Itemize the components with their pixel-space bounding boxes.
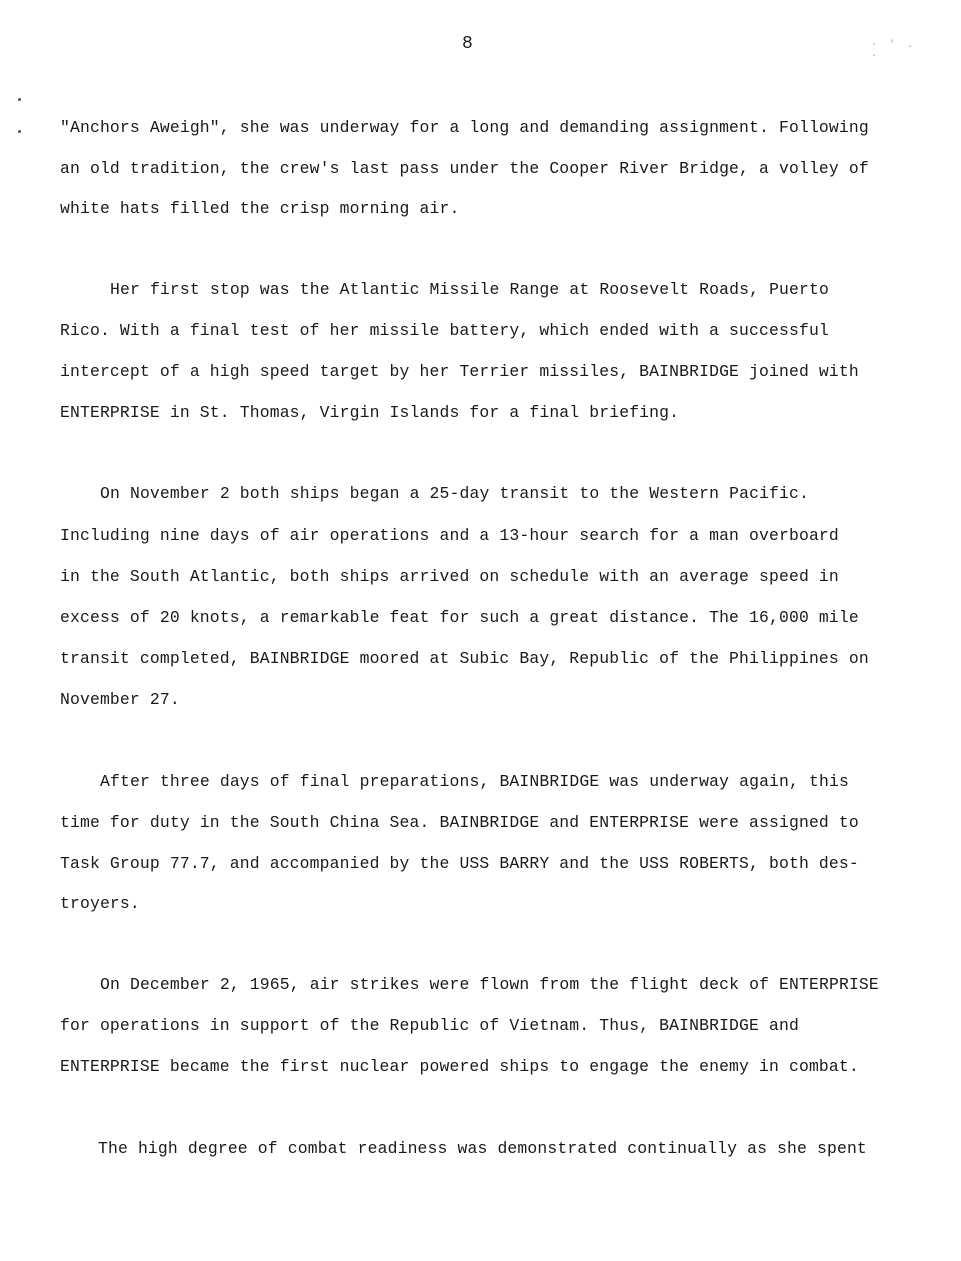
paragraph-6-line-1: The high degree of combat readiness was demonstrated continually as she spent xyxy=(98,1139,867,1158)
margin-mark xyxy=(18,130,21,133)
paragraph-4-line-3: Task Group 77.7, and accompanied by the USS BARRY and the USS ROBERTS, both des- xyxy=(60,854,859,873)
paragraph-3-line-2: Including nine days of air operations and a 13-hour search for a man overboard xyxy=(60,526,839,545)
paragraph-1-line-1: "Anchors Aweigh", she was underway for a long and demanding assignment. Following xyxy=(60,118,869,137)
paragraph-4-line-4: troyers. xyxy=(60,894,140,913)
paragraph-5-line-2: for operations in support of the Republic of Vietnam. Thus, BAINBRIDGE and xyxy=(60,1016,799,1035)
paragraph-5-line-1: On December 2, 1965, air strikes were flown from the flight deck of ENTERPRISE xyxy=(100,975,879,994)
paragraph-2-line-1: Her first stop was the Atlantic Missile Range at Roosevelt Roads, Puerto xyxy=(110,280,829,299)
paragraph-5-line-3: ENTERPRISE became the first nuclear powered ships to engage the enemy in combat. xyxy=(60,1057,859,1076)
paragraph-4-line-2: time for duty in the South China Sea. BAINBRIDGE and ENTERPRISE were assigned to xyxy=(60,813,859,832)
paragraph-2-line-2: Rico. With a final test of her missile battery, which ended with a successful xyxy=(60,321,829,340)
paragraph-1-line-3: white hats filled the crisp morning air. xyxy=(60,199,460,218)
paragraph-3-line-5: transit completed, BAINBRIDGE moored at Subic Bay, Republic of the Philippines on xyxy=(60,649,869,668)
paragraph-3-line-3: in the South Atlantic, both ships arrived on schedule with an average speed in xyxy=(60,567,839,586)
paragraph-4-line-1: After three days of final preparations, BAINBRIDGE was underway again, this xyxy=(100,772,849,791)
paragraph-1-line-2: an old tradition, the crew's last pass under the Cooper River Bridge, a volley of xyxy=(60,159,869,178)
paragraph-3-line-1: On November 2 both ships began a 25-day transit to the Western Pacific. xyxy=(100,484,810,503)
paragraph-2-line-4: ENTERPRISE in St. Thomas, Virgin Islands for a final briefing. xyxy=(60,403,680,422)
paragraph-2-line-3: intercept of a high speed target by her Terrier missiles, BAINBRIDGE joined with xyxy=(60,362,859,381)
margin-mark xyxy=(18,98,21,101)
page-number: 8 xyxy=(462,34,473,54)
paragraph-3-line-4: excess of 20 knots, a remarkable feat for such a great distance. The 16,000 mile xyxy=(60,608,859,627)
corner-smudge: · ' . · xyxy=(871,40,917,62)
paragraph-3-line-6: November 27. xyxy=(60,690,180,709)
